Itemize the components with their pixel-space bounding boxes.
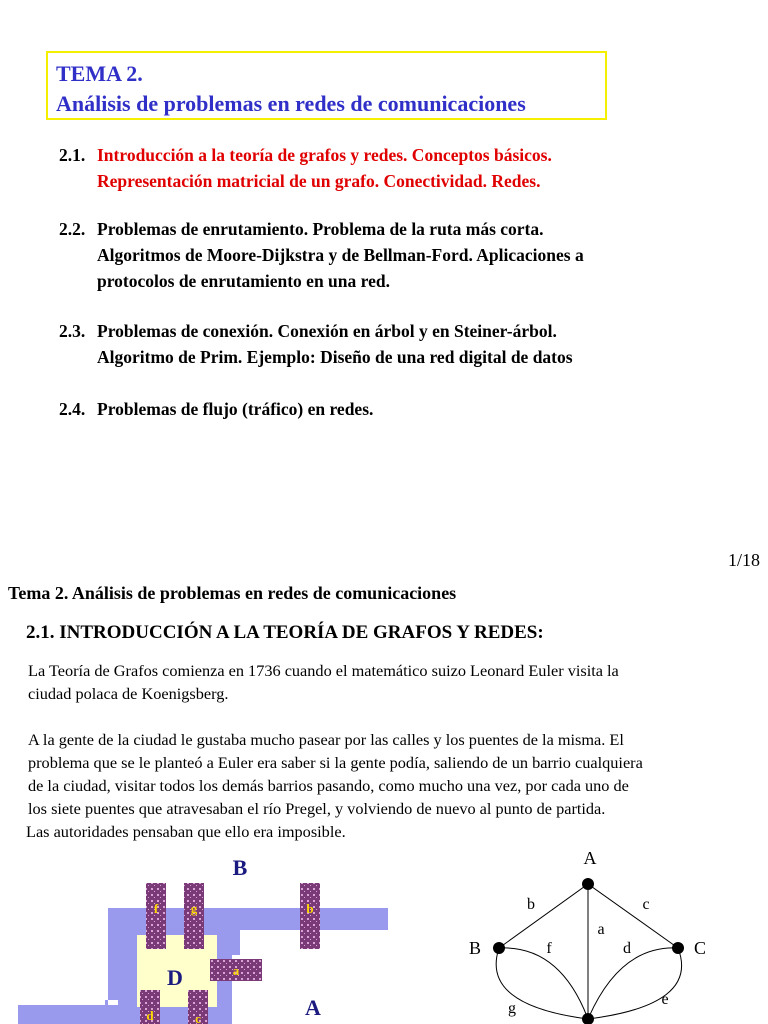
graph-node-a <box>582 878 594 890</box>
edge-label-e: e <box>661 991 669 1008</box>
svg-text:d: d <box>146 1008 154 1023</box>
page-header: Tema 2. Análisis de problemas en redes de comunicaciones <box>8 583 457 603</box>
node-label-a: A <box>583 848 597 868</box>
edge-d <box>588 948 678 1019</box>
bridge-a <box>210 959 262 981</box>
page-number: 1/18 <box>727 550 760 570</box>
item-text: Algoritmos de Moore-Dijkstra y de Bellman-Ford. Aplicaciones a <box>97 245 584 265</box>
graph-node-b <box>493 942 505 954</box>
river <box>18 1005 118 1024</box>
graph-node-bottom <box>582 1013 594 1024</box>
paragraph-2 <box>28 728 643 843</box>
bridge-d <box>140 990 160 1024</box>
region-label-d: D <box>167 965 183 990</box>
paragraph-line: problema que se le planteó a Euler era saber si la gente podía, saliendo de un barrio cualquiera <box>28 753 643 772</box>
edge-b <box>499 884 588 948</box>
title-line-2: Análisis de problemas en redes de comunicaciones <box>56 91 526 116</box>
title-line-1: TEMA 2. <box>56 61 143 86</box>
paragraph-line: de la ciudad, visitar todos los demás barrios pasando, como mucho una vez, por cada uno de <box>28 776 629 795</box>
edge-label-d: d <box>623 940 631 957</box>
node-label-c: C <box>693 938 707 958</box>
item-text: Problemas de enrutamiento. Problema de la ruta más corta. <box>97 219 544 239</box>
edge-label-g: g <box>508 1000 516 1017</box>
edge-label-b: b <box>527 896 535 913</box>
svg-text:a: a <box>232 963 240 978</box>
item-2-4 <box>59 396 373 422</box>
node-label-b: B <box>468 938 482 958</box>
edge-label-a: a <box>597 921 605 938</box>
region-label-a: A <box>305 995 321 1020</box>
svg-text:b: b <box>306 901 314 916</box>
paragraph-line: Las autoridades pensaban que ello era imposible. <box>26 822 346 841</box>
svg-text:f: f <box>153 901 159 916</box>
item-text: Algoritmo de Prim. Ejemplo: Diseño de una red digital de datos <box>97 347 573 367</box>
item-text: protocolos de enrutamiento en una red. <box>97 271 390 291</box>
paragraph-line: A la gente de la ciudad le gustaba mucho pasear por las calles y los puentes de la misma. El <box>28 730 624 749</box>
svg-text:g: g <box>190 901 198 916</box>
item-number: 2.2. <box>59 219 86 239</box>
euler-graph <box>440 845 740 1024</box>
river <box>108 908 130 1000</box>
bridge-g <box>184 883 204 949</box>
svg-text:c: c <box>195 1011 201 1024</box>
section-title: 2.1. INTRODUCCIÓN A LA TEORÍA DE GRAFOS Y REDES: <box>26 622 544 643</box>
item-text: Problemas de conexión. Conexión en árbol y en Steiner-árbol. <box>97 321 557 341</box>
paragraph-line: La Teoría de Grafos comienza en 1736 cuando el matemático suizo Leonard Euler visita la <box>28 661 619 680</box>
edge-c <box>588 884 678 948</box>
item-2-3 <box>59 318 573 370</box>
bridge-c <box>188 990 208 1024</box>
item-text: Representación matricial de un grafo. Conectividad. Redes. <box>97 171 541 191</box>
paragraph-line: ciudad polaca de Koenigsberg. <box>28 684 229 703</box>
bridge-b <box>300 883 320 949</box>
item-number: 2.3. <box>59 321 86 341</box>
item-number: 2.4. <box>59 399 86 419</box>
item-2-2 <box>59 216 584 294</box>
item-number: 2.1. <box>59 145 86 165</box>
item-text: Introducción a la teoría de grafos y redes. Conceptos básicos. <box>97 145 552 165</box>
item-2-1 <box>59 142 552 194</box>
edge-label-c: c <box>642 896 650 913</box>
item-text: Problemas de flujo (tráfico) en redes. <box>97 399 374 419</box>
graph-node-c <box>672 942 684 954</box>
region-label-b: B <box>232 855 248 880</box>
title-box <box>46 51 607 120</box>
bridge-f <box>146 883 166 949</box>
edge-label-f: f <box>546 940 552 957</box>
koenigsberg-map <box>0 845 420 1024</box>
paragraph-1 <box>28 659 619 705</box>
paragraph-line: los siete puentes que atravesaban el río Pregel, y volviendo de nuevo al punto de partida. <box>28 799 606 818</box>
